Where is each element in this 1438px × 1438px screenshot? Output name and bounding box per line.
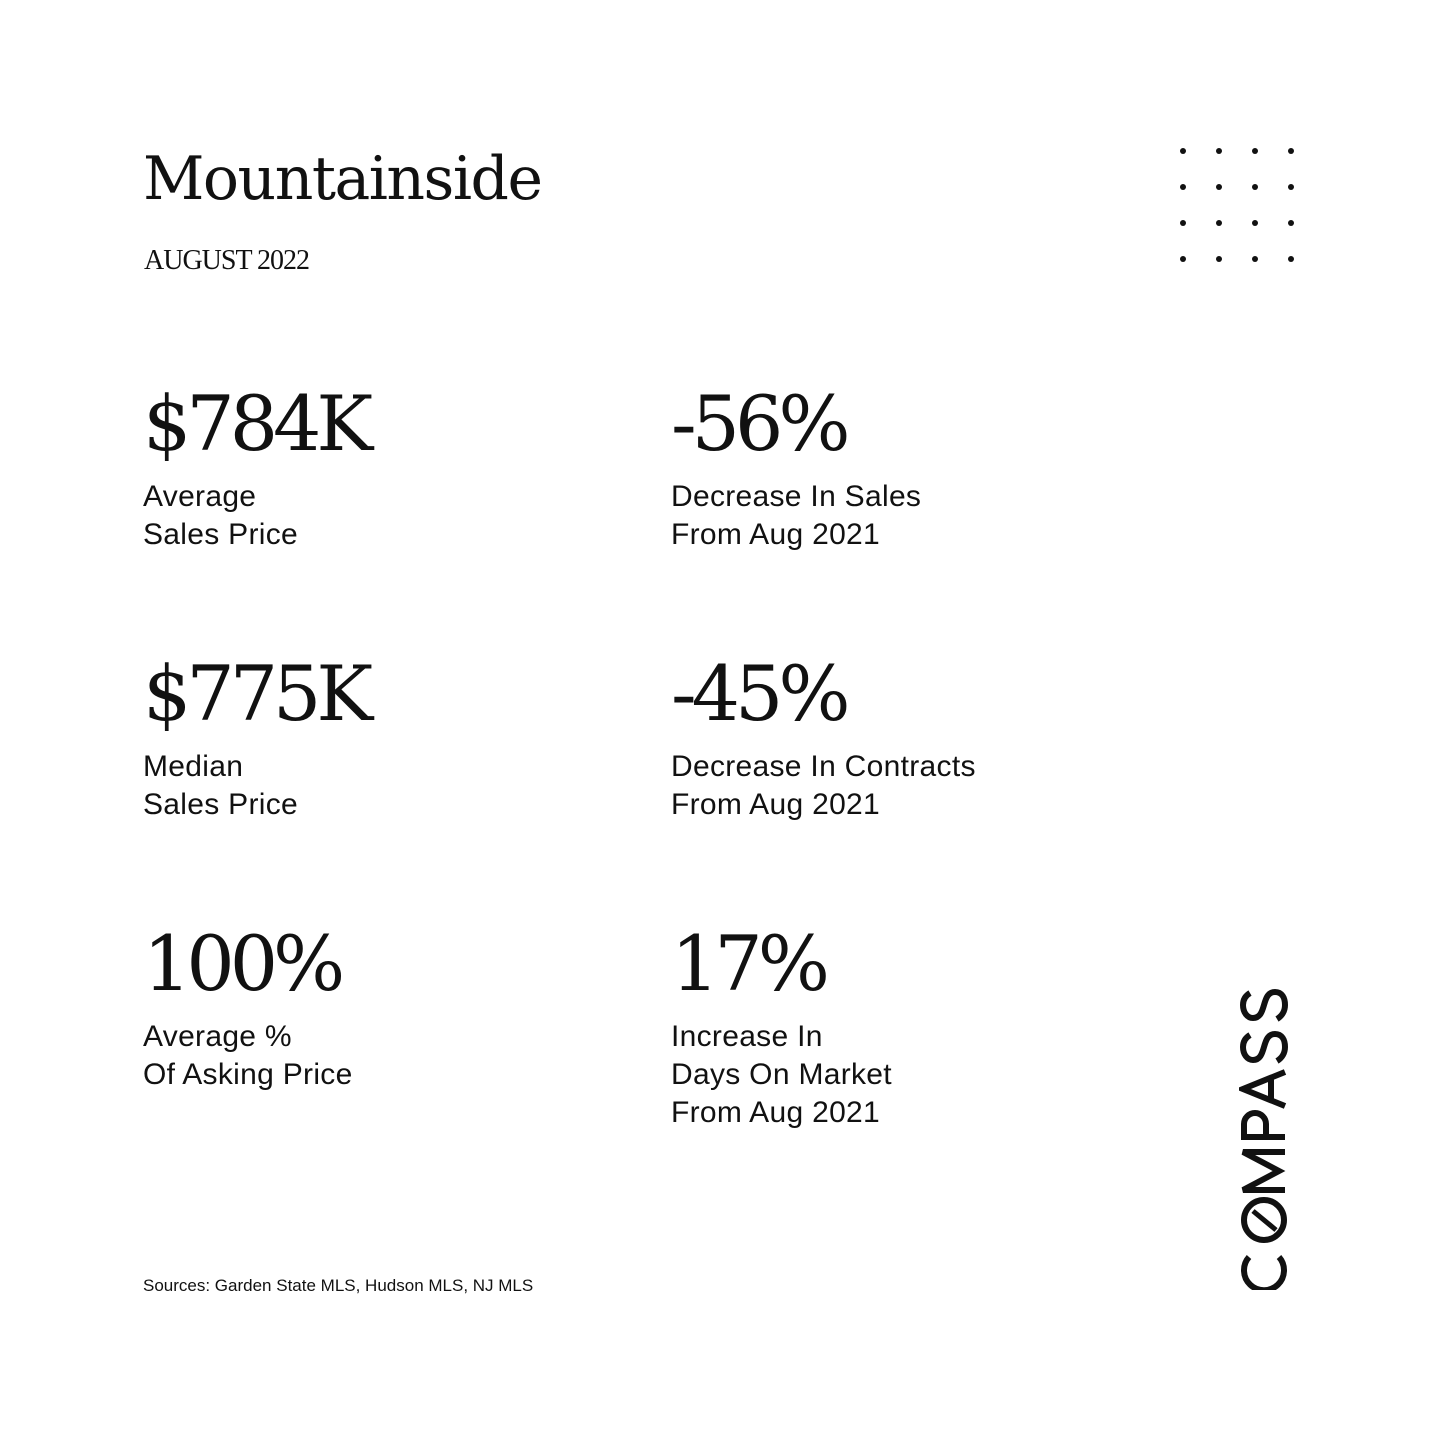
stat-label-line: Decrease In Sales	[671, 480, 922, 513]
stat-label	[671, 748, 976, 824]
stat-label-line: Decrease In Contracts	[671, 750, 976, 783]
stat-label	[143, 478, 368, 554]
stat-value: -56%	[671, 379, 846, 468]
stat-sales-change	[671, 379, 922, 554]
stat-value: 17%	[671, 919, 825, 1008]
stat-value: $775K	[143, 649, 369, 738]
compass-logo-icon	[1239, 958, 1289, 1290]
stat-value: 100%	[143, 919, 341, 1008]
stat-label	[671, 478, 921, 554]
stat-label-line: Median	[143, 750, 244, 783]
page-subtitle: AUGUST 2022	[144, 245, 310, 276]
stat-days-on-market-change	[671, 919, 892, 1132]
stat-value: -45%	[671, 649, 846, 738]
stat-label-line: Sales Price	[143, 518, 299, 551]
stat-label-line: Average %	[143, 1020, 292, 1053]
page-title: Mountainside	[143, 144, 542, 214]
stat-label-line: Sales Price	[143, 788, 299, 821]
stat-label	[143, 748, 368, 824]
stat-percent-of-asking	[143, 919, 353, 1094]
stat-label	[143, 1018, 353, 1094]
stat-label-line: Average	[143, 480, 257, 513]
sources-note: Sources: Garden State MLS, Hudson MLS, NJ MLS	[143, 1276, 534, 1295]
stat-label-line: Of Asking Price	[143, 1058, 353, 1091]
stat-label	[671, 1018, 892, 1132]
stat-label-line: Days On Market	[671, 1058, 892, 1091]
stat-label-line: From Aug 2021	[671, 788, 881, 821]
dot-grid-icon	[1172, 142, 1302, 272]
stat-median-sales-price	[143, 649, 369, 824]
stat-contracts-change	[671, 649, 976, 824]
stat-average-sales-price	[143, 379, 369, 554]
stat-label-line: Increase In	[671, 1020, 823, 1053]
stat-label-line: From Aug 2021	[671, 1096, 881, 1129]
stat-value: $784K	[143, 379, 369, 468]
stat-label-line: From Aug 2021	[671, 518, 881, 551]
